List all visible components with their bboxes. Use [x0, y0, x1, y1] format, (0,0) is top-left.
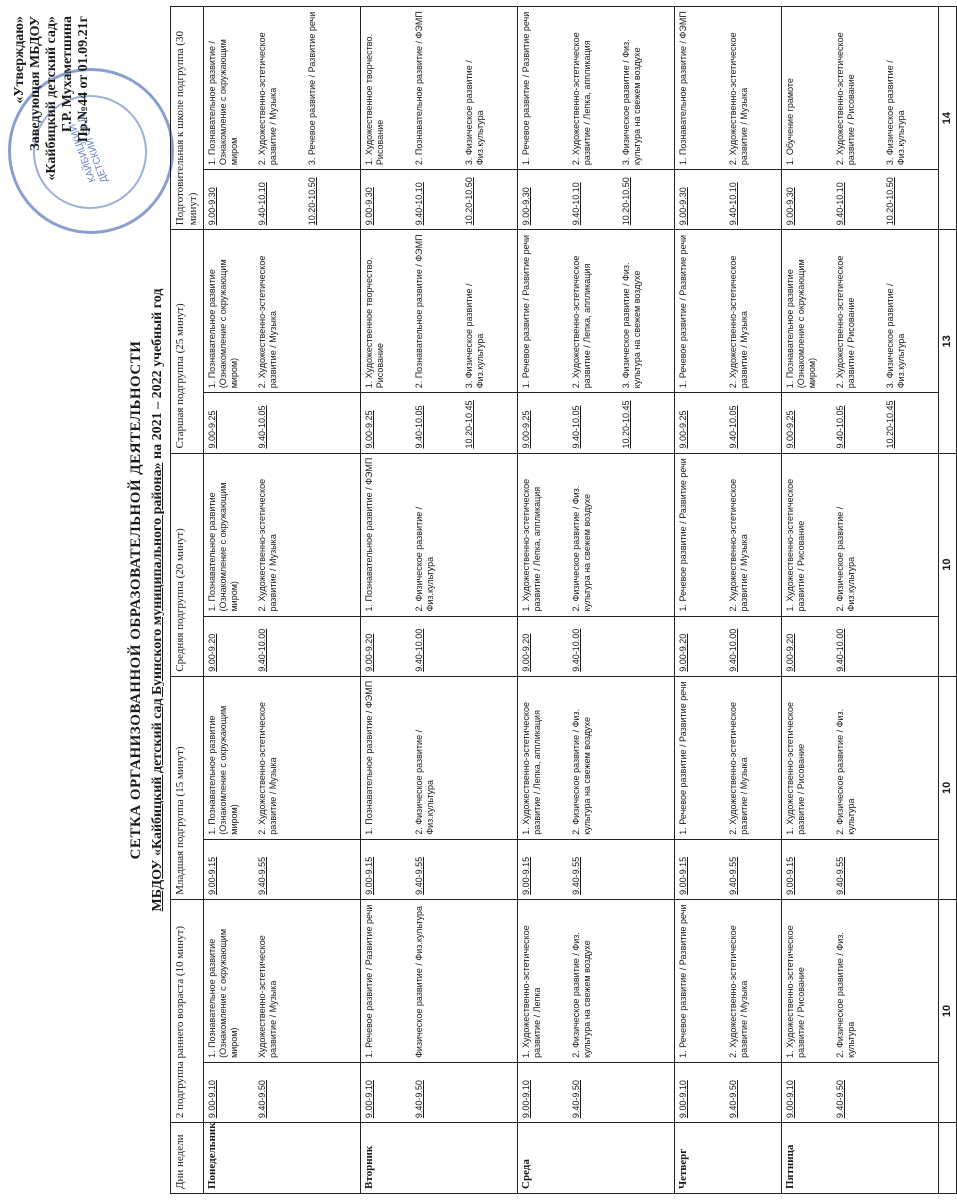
- time-slot: 9.00-9.25: [678, 410, 688, 449]
- activity-item: 1. Речевое развитие / Развитие речи: [678, 681, 688, 835]
- time-slot: 9.00-9.10: [785, 1080, 795, 1119]
- time-slot: 9.00-9.25: [785, 410, 795, 449]
- activity-cell: [675, 7, 782, 170]
- activity-item: 3. Физическое развитие / Физ. культура на свежем воздухе: [621, 39, 642, 166]
- time-slot: 10.20-10.50: [885, 177, 895, 226]
- time-slot: 9.40-9.50: [728, 1080, 738, 1119]
- time-slot: 9.40-10.10: [414, 182, 424, 226]
- activity-cell: [782, 676, 939, 839]
- time-slot: 9.00-9.20: [785, 633, 795, 672]
- activity-item: 2. Физическое развитие / Физ.культура: [835, 506, 856, 612]
- schedule-body: [204, 7, 957, 1194]
- time-slot: 9.00-9.10: [678, 1080, 688, 1119]
- activity-cell: [675, 899, 782, 1062]
- activity-item: 2. Физическое развитие / Физ.культура: [414, 729, 435, 835]
- time-slot: 10.20-10.45: [621, 400, 631, 449]
- total-count: 13: [939, 230, 957, 453]
- total-count: 10: [939, 453, 957, 676]
- header-day: Дни недели: [171, 1123, 204, 1194]
- time-cell: [675, 839, 782, 899]
- time-cell: [204, 839, 361, 899]
- activity-cell: [518, 453, 675, 616]
- activity-item: 2. Художественно-эстетическое развитие / Рисование: [835, 255, 856, 389]
- day-name: Среда: [518, 1123, 675, 1194]
- activity-cell: [361, 676, 518, 839]
- time-slot: 9.40-9.55: [835, 856, 845, 895]
- activity-item: 1. Художественно-эстетическое развитие / Лепка, аппликация: [521, 702, 542, 835]
- time-cell: [518, 1062, 675, 1122]
- time-cell: [361, 393, 518, 453]
- activity-item: 1. Художественно-эстетическое развитие / Рисование: [785, 478, 806, 612]
- activity-item: 1. Познавательное развитие / Ознакомление с окружающим миром: [207, 39, 239, 166]
- time-slot: 9.00-9.30: [521, 187, 531, 226]
- stamp-text: КАЙБИЦКИЙ ДЕТСКИЙ САД: [67, 114, 111, 185]
- time-cell: [675, 616, 782, 676]
- activity-item: 1. Художественно-эстетическое развитие / Лепка: [521, 925, 542, 1058]
- time-slot: 9.00-9.15: [207, 856, 217, 895]
- activity-item: 3. Физическое развитие / Физ. культура на свежем воздухе: [621, 262, 642, 389]
- activity-cell: [675, 453, 782, 616]
- activity-cell: [518, 230, 675, 393]
- activity-cell: [204, 453, 361, 616]
- time-cell: [675, 393, 782, 453]
- activity-item: Художественно-эстетическое развитие / Музыка: [257, 935, 278, 1058]
- time-cell: [518, 393, 675, 453]
- day-name: Четверг: [675, 1123, 782, 1194]
- header-group-5: Подготовительная к школе подгруппа (30 минут): [171, 7, 204, 230]
- activity-item: 1. Речевое развитие / Развитие речи: [521, 234, 531, 389]
- time-slot: 9.00-9.30: [678, 187, 688, 226]
- activity-item: 3. Физическое развитие / Физ.культура: [885, 60, 906, 166]
- totals-row: [939, 7, 957, 1194]
- time-slot: 9.40-10.00: [571, 628, 581, 672]
- time-slot: 9.40-10.00: [835, 628, 845, 672]
- activity-item: 1. Познавательное развитие / ФЭМП: [364, 457, 374, 612]
- schedule-table: [170, 6, 957, 1194]
- activity-item: 1. Художественно-эстетическое развитие / Лепка, аппликация: [521, 478, 542, 612]
- approval-line-2: Заведующая МБДОУ: [28, 16, 43, 151]
- activity-cell: [361, 899, 518, 1062]
- approval-line-4: Г.Р. Мухаметшина: [60, 16, 75, 133]
- time-slot: 9.40-10.10: [257, 182, 267, 226]
- time-slot: 10.20-10.50: [621, 177, 631, 226]
- activity-item: 2. Физическое развитие / Физ. культура на свежем воздухе: [571, 708, 592, 835]
- approval-line-5: Пр.№44 от 01.09.21г: [76, 16, 91, 143]
- table-header-row: [171, 7, 204, 1194]
- approval-block: [12, 16, 92, 296]
- activity-item: 1. Речевое развитие / Развитие речи: [678, 458, 688, 612]
- time-slot: 9.00-9.20: [678, 633, 688, 672]
- table-row: [782, 7, 939, 1194]
- activity-item: 1. Познавательное развитие (Ознакомление с окружающим миром): [785, 259, 817, 389]
- activity-item: 1. Речевое развитие / Развитие речи: [678, 234, 688, 389]
- day-name: Понедельник: [204, 1123, 361, 1194]
- time-slot: 9.40-10.00: [257, 628, 267, 672]
- time-slot: 9.40-10.10: [728, 182, 738, 226]
- time-slot: 9.00-9.20: [207, 633, 217, 672]
- time-slot: 9.00-9.20: [364, 633, 374, 672]
- time-slot: 9.00-9.30: [785, 187, 795, 226]
- time-cell: [782, 393, 939, 453]
- activity-item: 2. Художественно-эстетическое развитие / Музыка: [257, 255, 278, 389]
- time-cell: [204, 1062, 361, 1122]
- time-cell: [675, 1062, 782, 1122]
- time-cell: [361, 170, 518, 230]
- activity-item: 1. Познавательное развитие (Ознакомление с окружающим миром): [207, 705, 239, 835]
- time-slot: 9.00-9.30: [364, 187, 374, 226]
- time-cell: [782, 839, 939, 899]
- activity-item: 2. Художественно-эстетическое развитие / Лепка, аппликация: [571, 32, 592, 166]
- activity-cell: [675, 230, 782, 393]
- activity-item: 2. Познавательное развитие / ФЭМП: [414, 11, 424, 166]
- time-cell: [361, 616, 518, 676]
- activity-item: 3. Физическое развитие / Физ.культура: [464, 283, 485, 389]
- time-slot: 9.00-9.15: [364, 856, 374, 895]
- time-slot: 9.00-9.15: [785, 856, 795, 895]
- table-row: [204, 7, 361, 1194]
- activity-item: 2. Познавательное развитие / ФЭМП: [414, 234, 424, 389]
- time-slot: 9.40-9.55: [257, 856, 267, 895]
- day-name: Вторник: [361, 1123, 518, 1194]
- time-cell: [518, 616, 675, 676]
- activity-item: 1. Художественное творчество. Рисование: [364, 34, 385, 166]
- header-group-1: 2 подгруппа раннего возраста (10 минут): [171, 899, 204, 1122]
- activity-cell: [782, 453, 939, 616]
- activity-item: 2. Художественно-эстетическое развитие / Музыка: [728, 478, 749, 612]
- activity-cell: [518, 676, 675, 839]
- page-title: СЕТКА ОРГАНИЗОВАННОЙ ОБРАЗОВАТЕЛЬНОЙ ДЕЯТЕЛЬНОСТИ: [128, 340, 144, 860]
- time-cell: [204, 616, 361, 676]
- activity-cell: [204, 899, 361, 1062]
- page-subtitle: [150, 0, 166, 1200]
- time-slot: 9.00-9.15: [521, 856, 531, 895]
- activity-cell: [204, 230, 361, 393]
- time-slot: 9.40-10.05: [571, 405, 581, 449]
- time-slot: 9.00-9.25: [207, 410, 217, 449]
- time-slot: 10.20-10.50: [464, 177, 474, 226]
- time-slot: 9.00-9.10: [364, 1080, 374, 1119]
- activity-item: 1. Познавательное развитие / ФЭМП: [364, 680, 374, 835]
- table-row: [361, 7, 518, 1194]
- activity-cell: [361, 453, 518, 616]
- time-slot: 9.40-10.10: [835, 182, 845, 226]
- activity-item: 2. Физическое развитие / Физ. культура на свежем воздухе: [571, 932, 592, 1058]
- time-slot: 9.00-9.30: [207, 187, 217, 226]
- time-slot: 9.40-10.05: [728, 405, 738, 449]
- table-row: [518, 7, 675, 1194]
- time-slot: 9.40-10.10: [571, 182, 581, 226]
- time-slot: 9.40-9.50: [835, 1080, 845, 1119]
- time-slot: 9.40-10.00: [728, 628, 738, 672]
- activity-item: 1. Речевое развитие / Развитие речи: [678, 904, 688, 1058]
- activity-cell: [204, 7, 361, 170]
- time-cell: [782, 1062, 939, 1122]
- activity-item: 3. Речевое развитие / Развитие речи: [307, 11, 317, 166]
- activity-item: 1. Художественное творчество. Рисование: [364, 257, 385, 389]
- time-slot: 10.20-10.50: [307, 177, 317, 226]
- activity-item: 3. Физическое развитие / Физ.культура: [885, 283, 906, 389]
- time-slot: 9.00-9.20: [521, 633, 531, 672]
- activity-item: 2. Художественно-эстетическое развитие / Рисование: [835, 32, 856, 166]
- time-cell: [782, 170, 939, 230]
- time-cell: [782, 616, 939, 676]
- time-slot: 9.00-9.10: [521, 1080, 531, 1119]
- activity-item: 2. Художественно-эстетическое развитие / Музыка: [728, 32, 749, 166]
- time-slot: 9.00-9.25: [521, 410, 531, 449]
- approval-line-3: «Кайбицкий детский сад»: [44, 16, 59, 181]
- time-cell: [361, 839, 518, 899]
- time-slot: 9.40-9.50: [571, 1080, 581, 1119]
- total-count: 10: [939, 899, 957, 1122]
- activity-item: 1. Познавательное развитие (Ознакомление с окружающим миром): [207, 259, 239, 389]
- activity-item: 1. Обучение грамоте: [785, 78, 795, 166]
- activity-item: 2. Физическое развитие / Физ. культура: [835, 708, 856, 835]
- time-cell: [675, 170, 782, 230]
- activity-cell: [204, 676, 361, 839]
- activity-item: 2. Физическое развитие / Физ.культура: [414, 506, 435, 612]
- time-slot: 9.40-9.50: [414, 1080, 424, 1119]
- time-slot: 9.40-10.00: [414, 628, 424, 672]
- time-slot: 9.40-10.05: [257, 405, 267, 449]
- activity-item: 1. Познавательное развитие (Ознакомление с окружающим миром): [207, 482, 239, 612]
- time-slot: 9.40-9.50: [257, 1080, 267, 1119]
- time-slot: 10.20-10.45: [464, 400, 474, 449]
- activity-item: 2. Художественно-эстетическое развитие / Лепка, аппликация: [571, 255, 592, 389]
- total-count: 14: [939, 7, 957, 230]
- subtitle-year: на 2021 – 2022 учебный год: [150, 288, 165, 459]
- activity-cell: [782, 899, 939, 1062]
- activity-item: 2. Художественно-эстетическое развитие / Музыка: [728, 255, 749, 389]
- time-slot: 9.00-9.15: [678, 856, 688, 895]
- activity-item: 2. Художественно-эстетическое развитие / Музыка: [257, 32, 278, 166]
- activity-cell: [782, 230, 939, 393]
- activity-cell: [518, 7, 675, 170]
- time-cell: [518, 839, 675, 899]
- activity-item: 2. Художественно-эстетическое развитие / Музыка: [257, 478, 278, 612]
- time-slot: 9.40-10.05: [835, 405, 845, 449]
- activity-item: 2. Художественно-эстетическое развитие / Музыка: [728, 925, 749, 1058]
- header-group-2: Младшая подгруппа (15 минут): [171, 676, 204, 899]
- activity-item: 2. Физическое развитие / Физ. культура: [835, 932, 856, 1058]
- activity-cell: [782, 7, 939, 170]
- activity-item: 1. Речевое развитие / Развитие речи: [521, 11, 531, 166]
- time-slot: 9.40-9.55: [414, 856, 424, 895]
- activity-item: 1. Речевое развитие / Развитие речи: [364, 904, 374, 1058]
- day-name: Пятница: [782, 1123, 939, 1194]
- activity-item: 2. Художественно-эстетическое развитие / Музыка: [728, 702, 749, 835]
- header-group-3: Средняя подгруппа (20 минут): [171, 453, 204, 676]
- time-slot: 9.00-9.10: [207, 1080, 217, 1119]
- activity-item: 1. Познавательное развитие (Ознакомление с окружающим миром): [207, 928, 239, 1058]
- table-row: [675, 7, 782, 1194]
- time-slot: 10.20-10.45: [885, 400, 895, 449]
- total-count: 10: [939, 676, 957, 899]
- time-cell: [518, 170, 675, 230]
- time-slot: 9.00-9.25: [364, 410, 374, 449]
- time-cell: [204, 170, 361, 230]
- time-slot: 9.40-9.55: [728, 856, 738, 895]
- time-cell: [204, 393, 361, 453]
- subtitle-org: МБДОУ «Кайбицкий детский сад Буинского муниципального района»: [150, 462, 165, 912]
- approval-line-1: «Утверждаю»: [12, 16, 27, 104]
- activity-item: 3. Физическое развитие / Физ.культура: [464, 60, 485, 166]
- time-cell: [361, 1062, 518, 1122]
- totals-empty-cell: [939, 1123, 957, 1194]
- activity-cell: [361, 7, 518, 170]
- activity-item: Физическое развитие / Физ.культура: [414, 905, 424, 1058]
- activity-item: 1. Художественно-эстетическое развитие / Рисование: [785, 702, 806, 835]
- time-slot: 9.40-10.05: [414, 405, 424, 449]
- header-group-4: Старшая подгруппа (25 минут): [171, 230, 204, 453]
- activity-item: 1. Познавательное развитие / ФЭМП: [678, 11, 688, 166]
- activity-item: 2. Художественно-эстетическое развитие / Музыка: [257, 702, 278, 835]
- activity-item: 1. Художественно-эстетическое развитие / Рисование: [785, 925, 806, 1058]
- activity-cell: [518, 899, 675, 1062]
- activity-cell: [675, 676, 782, 839]
- activity-cell: [361, 230, 518, 393]
- time-slot: 9.40-9.55: [571, 856, 581, 895]
- activity-item: 2. Физическое развитие / Физ. культура на свежем воздухе: [571, 485, 592, 612]
